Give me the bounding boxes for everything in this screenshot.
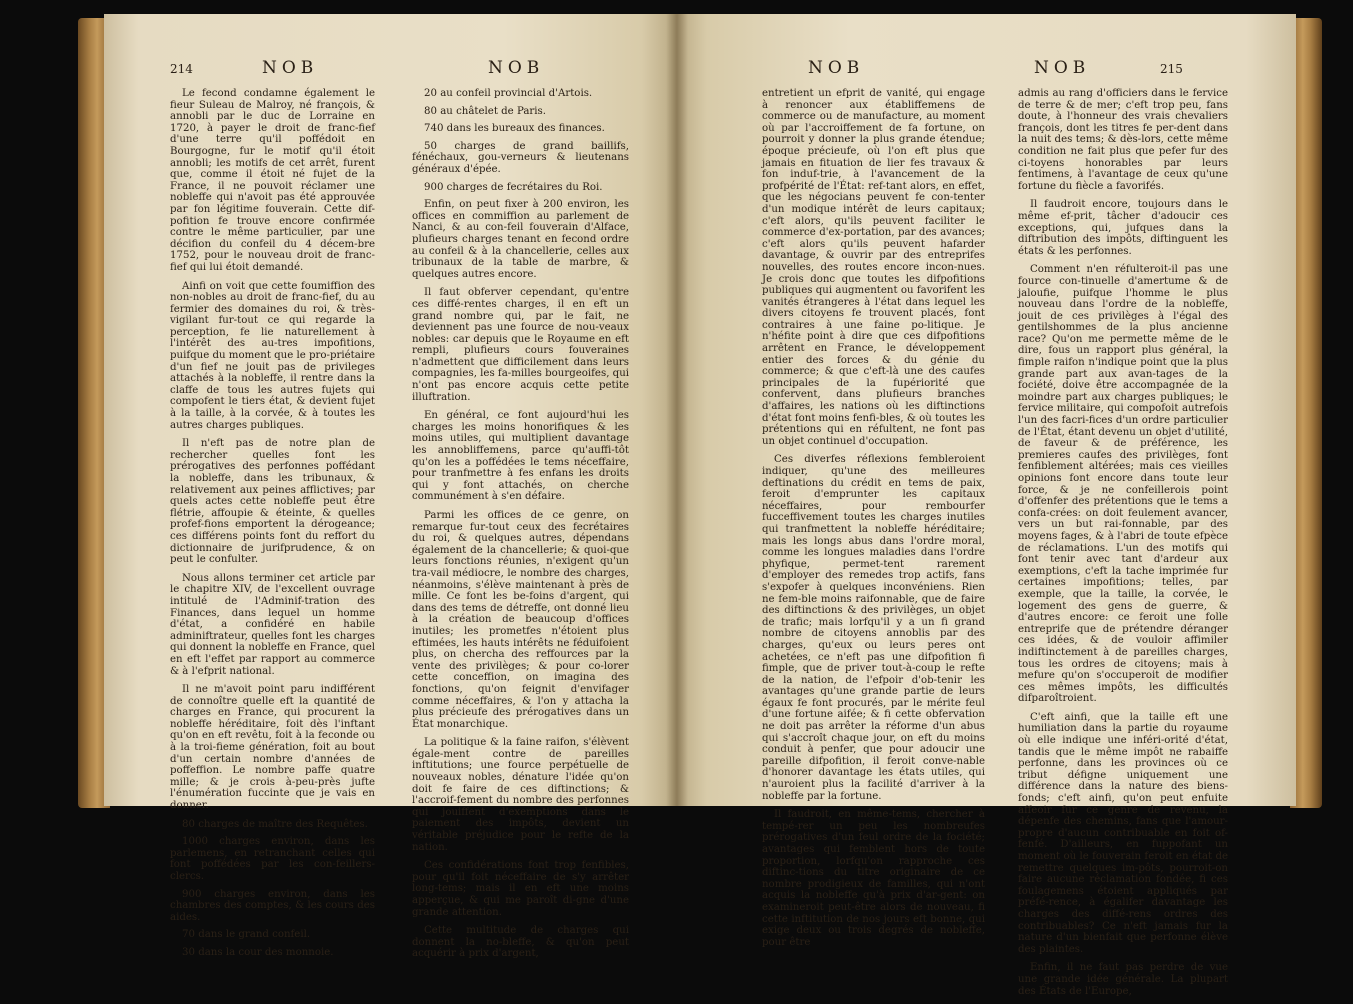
paragraph: Le fecond condamne également le fieur Suleau de Malroy, né françois, & annobli par le duc de Lorraine en 1720, à payer le droit de franc-fief d'une terre qu'il poffédoit en Bourgogne, fur le motif qu'il étoit annobli; les motifs de cet arrêt, furent que, comme il étoit né fujet de la France, il ne pouvoit réclamer une nobleffe qui n'avoit pas été approuvée par fon légitime fouverain. Cette dif-pofition fe trouve encore confirmée contre le même particulier, par une décifion du confeil du 4 décem-bre 1752, pour le nouveau droit de franc-fief qui lui étoit demandé. <box>170 88 375 273</box>
header-right-col4: NOB <box>1034 58 1091 78</box>
paragraph: Cette multitude de charges qui donnent la no-bleffe, & qu'on peut acquérir à prix d'argent, <box>412 925 629 960</box>
paragraph: Comment n'en réfulteroit-il pas une fource con-tinuelle d'amertume & de jaloufie, puifque l'homme le plus nouveau dans l'ordre de la nobleffe, jouit de ces privilèges à l'égal des gentilshommes de la plus ancienne race? Qu'on me permette même de le dire, fous un rapport plus général, la fimple raifon n'indique point que la plus grande part aux avan-tages de la fociété, doive être accompagnée de la moindre part aux charges publiques; le fervice militaire, qui compofoit autrefois l'un des facri-fices d'un ordre particulier de l'État, étant devenu un objet d'utilité, de faveur & de préférence, les premieres caufes des privilèges, font fenfiblement altérées; mais ces vieilles opinions font encore dans toute leur force, & je ne confeillerois point d'offenfer des prétentions que le tems a confa-crées: on doit feulement avancer, vers un but rai-fonnable, par des moyens fages, & à l'abri de toute efpèce de réclamations. L'un des motifs qui font tenir avec tant d'ardeur aux exemptions, c'eft la tache imprimée fur certaines impofitions; telles, par exemple, que la taille, la corvée, le logement des gens de guerre, & d'autres encore: ce feroit une folle entreprife que de prétendre déranger ces idées, & de vouloir affimiler indiftinctement à de pareilles charges, tous les ordres de citoyens; mais à mefure qu'on s'occuperoit de modifier ces mêmes impôts, les difficultés difparoîtroient. <box>1018 264 1228 705</box>
header-right-col3: NOB <box>808 58 865 78</box>
text-column-4 <box>1018 88 1228 1004</box>
paragraph: C'eft ainfi, que la taille eft une humiliation dans la partie du royaume où elle indique une inféri-orité d'état, tandis que le même impôt ne rabaiffe perfonne, dans les provinces où ce tribut défigne uniquement une différence dans la nature des biens-fonds; c'eft ainfi, qu'on peut enfuite affeoir fur ce genre de revenu, la dépenfe des chemins, fans que l'amour-propre d'aucun contribuable en foit of-fenfé. D'ailleurs, en fuppofant un moment où le fouverain feroit en état de remettre quelques im-pôts, pourroit-on faire aucune réclamation fondée, fi ces foulagemens étoient appliqués par préfé-rence, à égalifer davantage les charges des diffé-rens ordres des contribuables? Ce n'eft jamais fur la nature d'un bienfait que perfonne élève des plaintes. <box>1018 711 1228 955</box>
list-entry: 20 au confeil provincial d'Artois. <box>424 88 593 99</box>
paragraph: Enfin, il ne faut pas perdre de vue une grande idée générale. La plupart des États de l'Europe, <box>1018 962 1228 997</box>
paragraph: entretient un efprit de vanité, qui engage à renoncer aux établiffemens de commerce ou de manufacture, au moment où par l'accroiffement de fa fortune, on pourroit y donner la plus grande étendue; époque précieufe, où l'on eft plus que jamais en fituation de lier fes travaux & fon induf-trie, à l'avancement de la profpérité de l'État: ref-tant alors, en effet, que les négocians peuvent fe con-tenter d'un modique intérêt de leurs capitaux; c'eft alors, qu'ils peuvent faciliter le commerce d'ex-portation, par des avances; c'eft alors qu'ils peuvent hafarder davantage, & ouvrir par des entreprifes nouvelles, des routes encore incon-nues. Je crois donc que toutes les difpofitions publiques qui augmentent ou favorifent les vanités étrangeres à l'état dans lequel les divers citoyens fe trouvent placés, font contraires à une faine po-litique. Je n'héfite point à dire que ces difpofitions arrêtent en France, le développement entier des forces & du génie du commerce; & que c'eft-là une des caufes principales de la fupériorité que confervent, dans plufieurs branches d'affaires, les nations où les diftinctions d'état font moins fenfi-bles, & où toutes les prétentions qui en réfultent, ne font pas un objet continuel d'occupation. <box>762 88 985 447</box>
list-entry: 30 dans la cour des monnoie. <box>182 946 334 958</box>
paragraph: Parmi les offices de ce genre, on remarque fur-tout ceux des fecrétaires du roi, & quelques autres, dépendans également de la chancellerie; & quoi-que leurs fonctions réunies, n'exigent qu'un tra-vail médiocre, le nombre des charges, néanmoins, s'élève maintenant à près de mille. Ce font les be-foins d'argent, qui dans des tems de détreffe, ont donné lieu à la création de beaucoup d'offices inutiles; les prometfes n'étoient plus eftimées, les hauts intérêts ne féduifoient plus, on chercha des reffources par la vente des privilèges; & pour co-lorer cette conceffion, on imagina des fonctions, qu'on feignit d'envifager comme néceffaires, & l'on y attacha la plus précieufe des prérogatives dans un État monarchique. <box>412 510 629 730</box>
page-number-right: 215 <box>1160 62 1183 76</box>
text-column-2 <box>412 88 629 967</box>
paragraph: La politique & la faine raifon, s'élèvent égale-ment contre de pareilles inftitutions; une fource perpétuelle de nouveaux nobles, dénature l'idée qu'on doit fe faire de ces diftinctions; & l'accroif-fement du nombre des perfonnes qui jouiffent d'exemptions dans le paiement des impôts, devient un véritable préjudice pour le refte de la nation. <box>412 737 629 853</box>
list-entry: 50 charges de grand baillifs, fénéchaux, gou-verneurs & lieutenans généraux d'épée. <box>412 140 629 175</box>
list-entry: 80 au châtelet de Paris. <box>424 105 547 117</box>
paragraph: Il faudroit encore, toujours dans le même ef-prit, tâcher d'adoucir ces exceptions, qui, jufques dans la diftribution des impôts, diftinguent les états & les perfonnes. <box>1018 199 1228 257</box>
paragraph: Ces confidérations font trop fenfibles, pour qu'il foit néceffaire de s'y arrêter long-tems; mais il en eft une moins apperçue, & qui me paroît di-gne d'une grande attention. <box>412 860 629 918</box>
list-entry: 900 charges de fecrétaires du Roi. <box>424 181 603 193</box>
list-entry: 740 dans les bureaux des finances. <box>424 123 605 135</box>
paragraph: Il n'eft pas de notre plan de rechercher quelles font les prérogatives des perfonnes poffédant la nobleffe, dans les tribunaux, & relativement aux peines afflictives; par quels actes cette nobleffe peut être flétrie, affoupie & éteinte, & quelles profef-fions emportent la dérogeance; ces différens points font du reffort du dictionnaire de jurifprudence, & on peut le confulter. <box>170 438 375 566</box>
paragraph: En général, ce font aujourd'hui les charges les moins honorifiques & les moins utiles, qui multiplient davantage les annobliffemens, parce qu'auffi-tôt qu'on les a poffédées le tems néceffaire, pour tranfmettre à fes enfans les droits qui y font attachés, on cherche communément à s'en défaire. <box>412 410 629 503</box>
paragraph: admis au rang d'officiers dans le fervice de terre & de mer; c'eft trop peu, fans doute, à l'honneur des vrais chevaliers françois, dont les titres fe per-dent dans la nuit des tems; & dès-lors, cette même condition ne fait plus que pefer fur des ci-toyens honorables par leurs fentimens, à l'avantage de ceux qu'une fortune du fiècle a favorifés. <box>1018 88 1228 192</box>
paragraph: Ces diverfes réflexions fembleroient indiquer, qu'une des meilleures deftinations du crédit en tems de paix, feroit d'emprunter les capitaux néceffaires, pour rembourfer fucceffivement toutes les charges inutiles qui tranfmettent la nobleffe héréditaire; mais les longs abus dans l'ordre moral, comme les longues maladies dans l'ordre phyfique, permet-tent rarement d'employer des remedes trop actifs, fans s'expofer à quelques inconvéniens. Rien ne fem-ble moins raifonnable, que de faire des diftinctions & des privilèges, un objet de trafic; mais lorfqu'il y a un fi grand nombre de citoyens annoblis par des charges, qu'eux ou leurs peres ont achetées, ce n'eft pas une difpofition fi fimple, que de priver tout-à-coup le refte de la nation, de l'efpoir d'ob-tenir les avantages qu'une grande partie de leurs égaux fe font procurés, par le mérite feul d'une fortune aifée; & fi cette obfervation ne doit pas arrêter la réforme d'un abus qui s'accroît chaque jour, on eft du moins conduit à penfer, que pour adoucir une pareille difpofition, il feroit conve-nable d'honorer davantage les états utiles, qui n'auroient plus la facilité d'arriver à la nobleffe par la fortune. <box>762 454 985 802</box>
list-entry: 80 charges de maître des Requêtes. <box>182 818 368 830</box>
paragraph: Enfin, on peut fixer à 200 environ, les offices en commiffion au parlement de Nanci, & au con-feil fouverain d'Alface, plufieurs charges tenant en fecond ordre au confeil & à la chancellerie, celles aux tribunaux de la table de marbre, & quelques autres encore. <box>412 199 629 280</box>
book-gutter <box>666 14 688 806</box>
text-column-3 <box>762 88 985 955</box>
list-entry: 70 dans le grand confeil. <box>182 929 311 941</box>
paragraph: Nous allons terminer cet article par le chapitre XIV, de l'excellent ouvrage intitulé de l'Adminif-tration des Finances, dans lequel un homme d'état, a confidéré en habile adminiftrateur, quelles font les charges qui donnent la nobleffe en France, quel en eft l'effet par rapport au commerce & à l'efprit national. <box>170 572 375 677</box>
header-left-col1: NOB <box>262 58 319 78</box>
list-entry: 1000 charges environ, dans les parlemens, en retranchant celles qui font poffédées par les con-feillers-clercs. <box>170 836 375 882</box>
header-left-col2: NOB <box>488 58 545 78</box>
paragraph: Il ne m'avoit point paru indifférent de connoître quelle eft la quantité de charges en France, qui procurent la nobleffe héréditaire, foit dès l'inftant qu'on en eft revêtu, foit à la feconde ou à la troi-fieme génération, foit au bout d'un certain nombre d'années de poffeffion. Le nombre paffe quatre mille; & je crois à-peu-près jufte l'énumération fuccinte que je vais en donner. <box>170 684 375 812</box>
text-column-1 <box>170 88 375 965</box>
paragraph: Ainfi on voit que cette foumiffion des non-nobles au droit de franc-fief, du au fermier des domaines du roi, & très-vigilant fur-tout ce qui regarde la perception, fe lie naturellement à l'intérêt des au-tres impofitions, puifque du moment que le pro-priétaire d'un fief ne jouit pas de privileges attachés à la nobleffe, il rentre dans la claffe de tous les autres fujets qui compofent le tiers état, & devient fujet à la taille, à la corvée, & à toutes les autres charges publiques. <box>170 280 376 431</box>
page-number-left: 214 <box>170 62 193 76</box>
paragraph: Il faut obferver cependant, qu'entre ces diffé-rentes charges, il en eft un grand nombre qui, par le fait, ne deviennent pas une fource de nou-veaux nobles: car depuis que le Royaume en eft rempli, plufieurs cours fouveraines n'admettent que difficilement dans leurs compagnies, les fa-milles bourgeoifes, qui n'ont pas encore acquis cette petite illuftration. <box>412 287 630 403</box>
paragraph: Il faudroit, en même-tems, chercher à tempé-rer un peu les nombreufes prérogatives d'un feul ordre de la fociété; avantages qui femblent hors de toute proportion, lorfqu'on rapproche ces diftinc-tions du titre originaire de ce nombre prodigieux de familles, qui n'ont acquis la nobleffe qu'à prix d'ar-gent: on examineroit peut-être alors de nouveau, fi cette inftitution de nos jours eft bonne, qui exige deux ou trois degrés de nobleffe, pour être <box>762 809 985 948</box>
list-entry: 900 charges environ, dans les chambres des comptes, & les cours des aides. <box>170 888 375 923</box>
